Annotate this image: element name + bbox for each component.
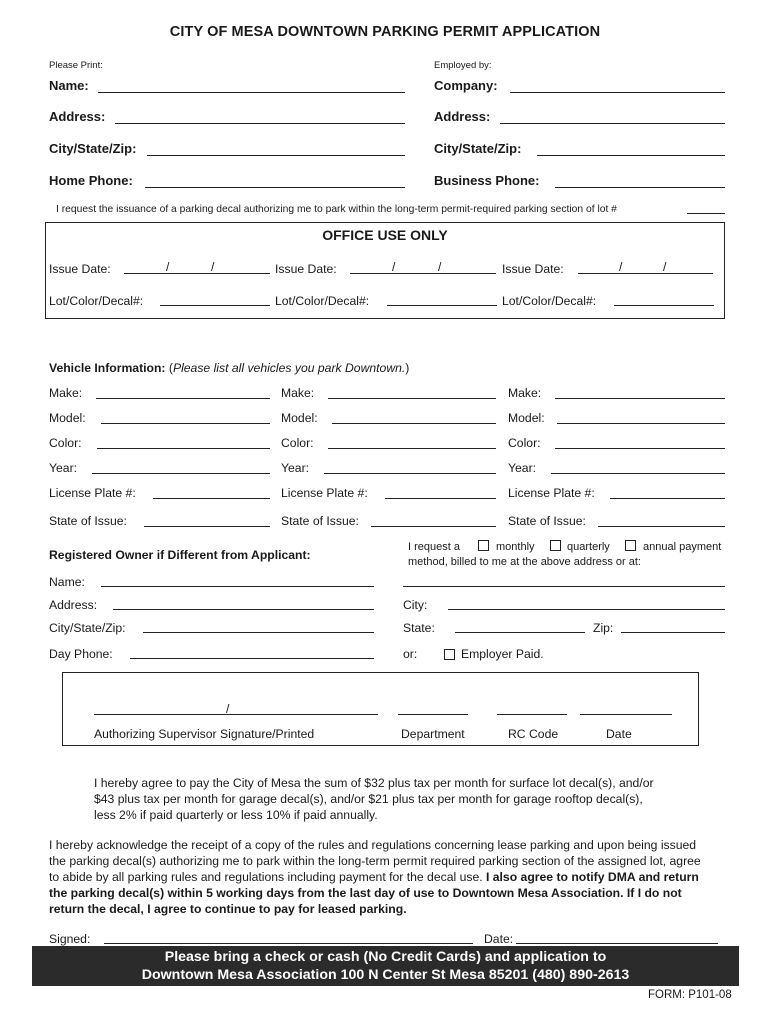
license-plate-field-3[interactable]: [610, 498, 725, 499]
supervisor-date-label: Date: [606, 727, 632, 741]
issue-date-label-1: Issue Date:: [49, 262, 111, 276]
business-phone-field[interactable]: [555, 187, 725, 188]
issue-date-slash: /: [663, 260, 667, 274]
state-of-issue-field-1[interactable]: [144, 526, 270, 527]
billing-address-field[interactable]: [403, 586, 725, 587]
vehicle-make-field-2[interactable]: [328, 398, 496, 399]
business-phone-label: Business Phone:: [434, 173, 540, 188]
issue-date-field-2[interactable]: [350, 273, 496, 274]
vehicle-year-label-1: Year:: [49, 461, 78, 475]
home-phone-field[interactable]: [145, 187, 405, 188]
rc-code-label: RC Code: [508, 727, 559, 741]
issue-date-slash: /: [438, 260, 442, 274]
vehicle-make-field-1[interactable]: [96, 398, 270, 399]
vehicle-info-paren: (: [168, 361, 173, 375]
issue-date-label-3: Issue Date:: [502, 262, 564, 276]
employer-paid-checkbox[interactable]: [444, 649, 455, 660]
department-label: Department: [401, 727, 465, 741]
vehicle-info-paren: ): [405, 361, 410, 375]
vehicle-year-label-2: Year:: [281, 461, 310, 475]
employer-paid-label: Employer Paid.: [461, 647, 544, 661]
applicant-city-state-zip-label: City/State/Zip:: [49, 141, 137, 156]
rc-code-field[interactable]: [497, 714, 567, 715]
supervisor-signature-label: Authorizing Supervisor Signature/Printed: [94, 727, 315, 741]
issue-date-slash: /: [211, 260, 215, 274]
vehicle-make-label-1: Make:: [49, 386, 83, 400]
vehicle-model-field-1[interactable]: [101, 423, 270, 424]
issue-date-slash: /: [166, 260, 170, 274]
vehicle-info-heading: [49, 361, 409, 375]
state-of-issue-field-2[interactable]: [371, 526, 496, 527]
employer-city-state-zip-label: City/State/Zip:: [434, 141, 522, 156]
issue-date-label-2: Issue Date:: [275, 262, 337, 276]
lot-color-decal-field-2[interactable]: [387, 305, 497, 306]
signed-label: Signed:: [49, 932, 91, 946]
employer-address-label: Address:: [434, 109, 491, 124]
billing-city-field[interactable]: [448, 609, 725, 610]
or-label: or:: [403, 647, 418, 661]
lot-color-decal-label-3: Lot/Color/Decal#:: [502, 294, 597, 308]
state-of-issue-field-3[interactable]: [598, 526, 725, 527]
annual-label: annual payment: [643, 541, 722, 553]
owner-address-field[interactable]: [113, 609, 374, 610]
billing-state-field[interactable]: [455, 632, 585, 633]
employed-by-label: Employed by:: [434, 60, 492, 71]
please-print-label: Please Print:: [49, 60, 103, 71]
billing-zip-label: Zip:: [593, 621, 614, 635]
employer-address-field[interactable]: [500, 123, 725, 124]
department-field[interactable]: [398, 714, 468, 715]
owner-name-field[interactable]: [101, 586, 374, 587]
issue-date-field-1[interactable]: [124, 273, 270, 274]
i-request-a-label: I request a: [408, 541, 460, 553]
home-phone-label: Home Phone:: [49, 173, 133, 188]
vehicle-model-label-3: Model:: [508, 411, 545, 425]
supervisor-signature-field[interactable]: [94, 714, 378, 715]
owner-city-state-zip-field[interactable]: [143, 632, 374, 633]
employer-city-state-zip-field[interactable]: [537, 155, 725, 156]
vehicle-info-note: Please list all vehicles you park Downtown.: [172, 361, 406, 375]
applicant-city-state-zip-field[interactable]: [147, 155, 405, 156]
ack-line-3-plain: to abide by all parking rules and regulations including payment for the decal use.: [49, 870, 486, 884]
vehicle-color-label-2: Color:: [281, 436, 314, 450]
applicant-name-label: Name:: [49, 78, 89, 93]
ack-line-1: I hereby acknowledge the receipt of a copy of the rules and regulations concerning lease parking and upon being issued: [49, 838, 697, 852]
billing-state-label: State:: [403, 621, 435, 635]
monthly-checkbox[interactable]: [478, 540, 489, 551]
signed-date-label: Date:: [484, 932, 514, 946]
vehicle-make-label-2: Make:: [281, 386, 315, 400]
ack-line-3: [49, 870, 699, 884]
ack-bold-line-1: the parking decal(s) within 5 working days from the last day of use to Downtown Mesa Association. If I do not: [49, 886, 682, 900]
license-plate-field-1[interactable]: [153, 498, 270, 499]
monthly-label: monthly: [496, 541, 535, 553]
issue-date-slash: /: [392, 260, 396, 274]
agree-line-3: less 2% if paid quarterly or less 10% if paid annually.: [94, 808, 378, 822]
vehicle-model-label-1: Model:: [49, 411, 86, 425]
billing-zip-field[interactable]: [621, 632, 725, 633]
issue-date-slash: /: [619, 260, 623, 274]
agree-line-1: I hereby agree to pay the City of Mesa the sum of $32 plus tax per month for surface lot decal(s), and/or: [94, 776, 654, 790]
supervisor-signature-slash: /: [226, 702, 230, 716]
supervisor-date-field[interactable]: [580, 714, 672, 715]
office-use-title: OFFICE USE ONLY: [322, 227, 448, 243]
quarterly-label: quarterly: [567, 541, 610, 553]
method-text: method, billed to me at the above address or at:: [408, 556, 641, 568]
banner-line-2: Downtown Mesa Association 100 N Center St Mesa 85201 (480) 890-2613: [141, 967, 630, 983]
vehicle-color-field-2[interactable]: [328, 448, 496, 449]
annual-checkbox[interactable]: [625, 540, 636, 551]
owner-day-phone-label: Day Phone:: [49, 647, 113, 661]
applicant-address-field[interactable]: [115, 123, 405, 124]
billing-city-label: City:: [403, 598, 428, 612]
vehicle-year-field-3[interactable]: [551, 473, 725, 474]
lot-color-decal-field-1[interactable]: [160, 305, 270, 306]
owner-day-phone-field[interactable]: [130, 658, 374, 659]
vehicle-year-label-3: Year:: [508, 461, 537, 475]
owner-name-label: Name:: [49, 575, 85, 589]
ack-line-3-bold: I also agree to notify DMA and return: [486, 870, 699, 884]
signed-date-field[interactable]: [516, 943, 718, 944]
agree-line-2: $43 plus tax per month for garage decal(s), and/or $21 plus tax per month for garage rooftop decal(s),: [94, 792, 643, 806]
signature-field[interactable]: [104, 943, 473, 944]
lot-color-decal-label-2: Lot/Color/Decal#:: [275, 294, 370, 308]
vehicle-color-field-3[interactable]: [555, 448, 725, 449]
instructions-banner: [32, 946, 739, 986]
banner-line-1: Please bring a check or cash (No Credit Cards) and application to: [164, 949, 607, 965]
form-title: CITY OF MESA DOWNTOWN PARKING PERMIT APPLICATION: [169, 24, 601, 40]
owner-address-label: Address:: [49, 598, 98, 612]
vehicle-model-field-3[interactable]: [557, 423, 725, 424]
issue-date-field-3[interactable]: [578, 273, 713, 274]
lot-color-decal-field-3[interactable]: [614, 305, 714, 306]
vehicle-color-field-1[interactable]: [97, 448, 270, 449]
vehicle-make-field-3[interactable]: [555, 398, 725, 399]
form-number: FORM: P101-08: [648, 989, 732, 1001]
vehicle-year-field-2[interactable]: [324, 473, 496, 474]
quarterly-checkbox[interactable]: [550, 540, 561, 551]
license-plate-label-2: License Plate #:: [281, 486, 368, 500]
request-text: I request the issuance of a parking decal authorizing me to park within the long-term permit-required parking section of lot #: [56, 204, 617, 215]
vehicle-info-heading-label: Vehicle Information:: [49, 361, 166, 375]
vehicle-color-label-3: Color:: [508, 436, 541, 450]
company-field[interactable]: [510, 92, 725, 93]
ack-bold-line-2: return the decal, I agree to continue to pay for leased parking.: [49, 902, 407, 916]
applicant-name-field[interactable]: [98, 92, 405, 93]
state-of-issue-label-2: State of Issue:: [281, 514, 359, 528]
company-label: Company:: [434, 78, 498, 93]
license-plate-label-1: License Plate #:: [49, 486, 136, 500]
registered-owner-heading: Registered Owner if Different from Applicant:: [49, 548, 311, 562]
owner-city-state-zip-label: City/State/Zip:: [49, 621, 126, 635]
license-plate-field-2[interactable]: [385, 498, 496, 499]
vehicle-model-label-2: Model:: [281, 411, 318, 425]
license-plate-label-3: License Plate #:: [508, 486, 595, 500]
applicant-address-label: Address:: [49, 109, 106, 124]
vehicle-color-label-1: Color:: [49, 436, 82, 450]
vehicle-model-field-2[interactable]: [332, 423, 496, 424]
vehicle-year-field-1[interactable]: [92, 473, 270, 474]
vehicle-make-label-3: Make:: [508, 386, 542, 400]
lot-number-field[interactable]: [687, 213, 725, 214]
lot-color-decal-label-1: Lot/Color/Decal#:: [49, 294, 144, 308]
ack-line-2: the parking decal(s) authorizing me to park within the long-term permit required parking section of the assigned lot, agree: [49, 854, 701, 868]
state-of-issue-label-1: State of Issue:: [49, 514, 127, 528]
state-of-issue-label-3: State of Issue:: [508, 514, 586, 528]
